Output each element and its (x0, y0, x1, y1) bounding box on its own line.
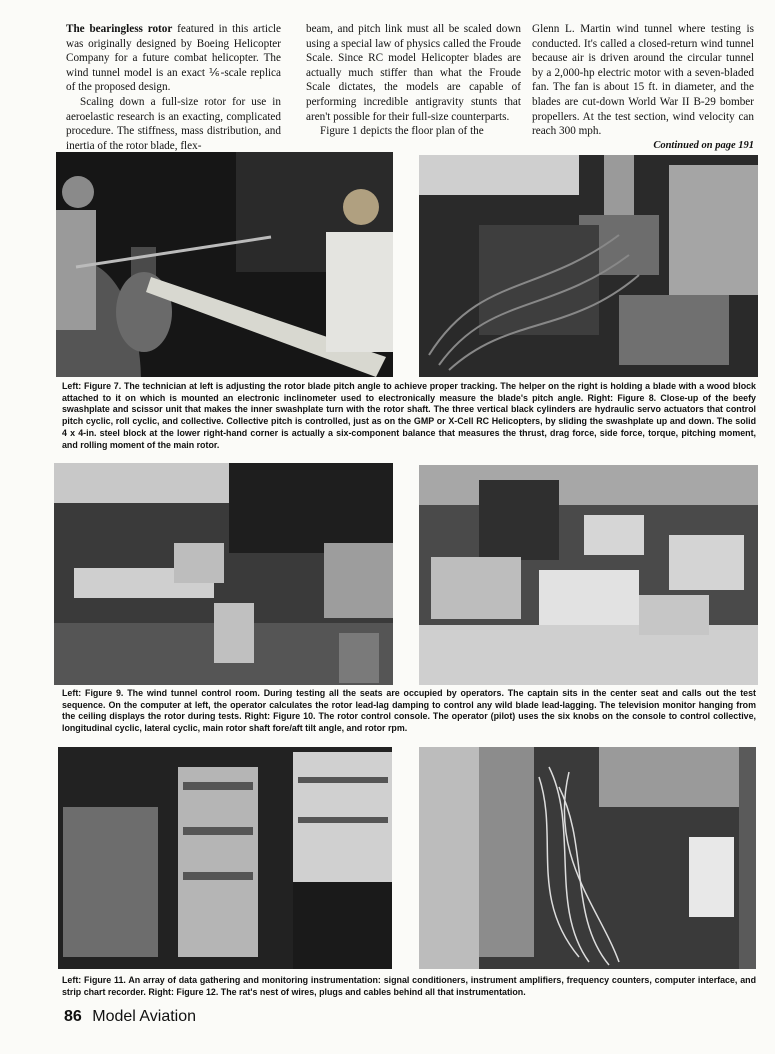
caption-figures-11-12: Left: Figure 11. An array of data gathering and monitoring instrumentation: signal conditioners, instrument amplifiers, frequency counters, computer interface, and strip chart recorder. Right: Figure 12. The rat's nest of wires, plugs and cables behind all that instrumentation. (62, 975, 756, 997)
article-col1-p1: featured in this article was originally designed by Boeing Helicopter Company for a future combat helicopter. The wind tunnel model is an exact ⅙-scale replica of the proposed design. (66, 23, 281, 94)
continued-note: Continued on page 191 (653, 139, 754, 151)
article-col2-p2: Figure 1 depicts the floor plan of the (320, 125, 484, 138)
article-column-3 (532, 22, 754, 153)
page-number: 86 (64, 1008, 82, 1025)
photo-figure-12 (419, 747, 756, 969)
photo-figure-11 (58, 747, 392, 969)
photo-figure-7 (56, 152, 393, 377)
caption-figures-9-10: Left: Figure 9. The wind tunnel control room. During testing all the seats are occupied by operators. The captain sits in the center seat and calls out the test sequence. On the computer at left, the operator calculates the rotor lead-lag damping to control any wild blade lead-lagging. The television monitor hanging from the ceiling displays the rotor during tests. Right: Figure 10. The rotor control console. The operator (pilot) uses the six knobs on the console to control collective, longitudinal cyclic, lateral cyclic, main rotor shaft fore/aft tilt angle, and rotor rpm. (62, 688, 756, 734)
page-footer (64, 1008, 196, 1026)
article-col3-p1: Glenn L. Martin wind tunnel where testing is conducted. It's called a closed-return wind tunnel because air is driven around the circular tunnel by a 2,000-hp electric motor with a seven-bladed fan. The fan is about 15 ft. in diameter, and the blades are cut-down World War II B-29 bomber propellers. At the test section, wind velocity can reach 300 mph. (532, 23, 754, 138)
caption-figures-7-8: Left: Figure 7. The technician at left is adjusting the rotor blade pitch angle to achieve proper tracking. The helper on the right is holding a blade with a wood block attached to it on which is mounted an electronic inclinometer used to electronically measure the blade's pitch angle. Right: Figure 8. Close-up of the beefy swashplate and scissor unit that makes the inner swashplate turn with the rotor shaft. The three vertical black cylinders are hydraulic servo actuators that control pitch cyclic, roll cyclic, and collective. Collective pitch is controlled, just as on the GMP or X-Cell RC Helicopters, by sliding the swashplate up and down. The solid 4 x 4-in. steel block at the lower right-hand corner is actually a six-component balance that measures the thrust, drag force, side force, torque, pitching moment, and rolling moment of the main rotor. (62, 381, 756, 450)
photo-figure-9 (54, 463, 393, 685)
article-column-1 (66, 22, 281, 153)
article-column-2 (306, 22, 521, 139)
article-col2-p1: beam, and pitch link must all be scaled down using a special law of physics called the Froude Scale. Since RC model Helicopter blades are actually much stiffer than what the Froude Scale dictates, the models are capable of performing incredible antigravity stunts that aren't possible for their full-size counterparts. (306, 23, 521, 123)
article-col1-p2: Scaling down a full-size rotor for use in aeroelastic research is an exacting, complicated procedure. The stiffness, mass distribution, and inertia of the rotor blade, flex- (66, 95, 281, 152)
magazine-name: Model Aviation (92, 1008, 197, 1025)
article-lead: The bearingless rotor (66, 23, 173, 35)
photo-figure-8 (419, 155, 758, 377)
photo-figure-10 (419, 465, 758, 685)
